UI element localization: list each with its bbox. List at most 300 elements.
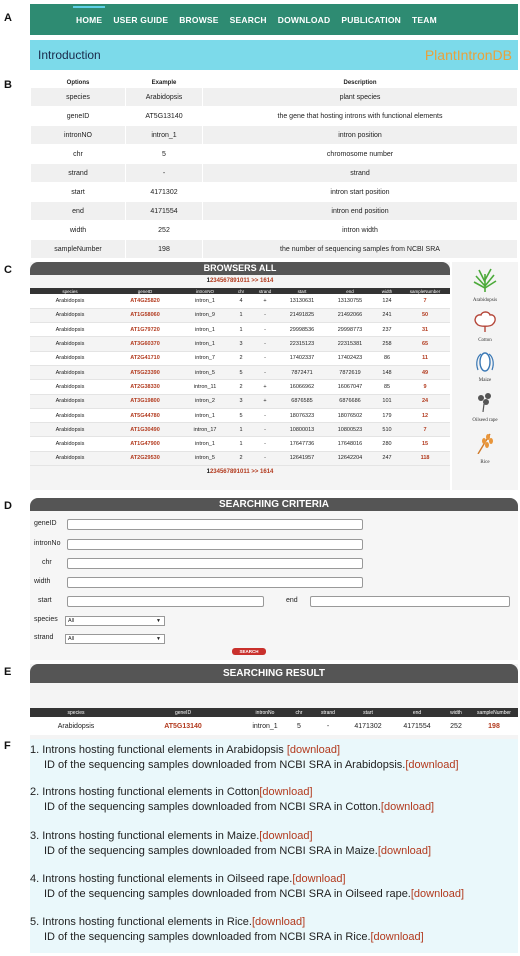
table-cell: - [252, 337, 278, 351]
table-cell: 7872471 [278, 365, 326, 379]
table-cell: - [252, 423, 278, 437]
table-cell: 18076502 [326, 408, 374, 422]
table-cell: intron start position [203, 183, 518, 202]
table-cell: 4 [230, 294, 252, 308]
sample-number: 24 [400, 394, 450, 408]
item-text: ID of the sequencing samples downloaded from NCBI SRA in Oilseed rape. [44, 888, 411, 900]
table-cell: the gene that hosting introns with functional elements [203, 107, 518, 126]
panel-label-a: A [4, 12, 12, 24]
table-cell: intron_5 [180, 451, 230, 465]
table-cell: Arabidopsis [30, 308, 110, 322]
download-link[interactable]: [download] [292, 873, 346, 885]
column-header: Options [31, 78, 126, 88]
table-cell: intron_1 [180, 337, 230, 351]
geneid-input[interactable] [67, 519, 363, 530]
column-header: intronNO [180, 288, 230, 294]
table-cell: 13130631 [278, 294, 326, 308]
top-navbar [30, 4, 518, 35]
table-cell: 29998536 [278, 323, 326, 337]
download-line-elements [30, 743, 459, 758]
table-cell: geneID [31, 107, 126, 126]
table-cell: the number of sequencing samples from NCBI SRA [203, 240, 518, 259]
table-cell: strand [203, 164, 518, 183]
download-line-samples [30, 887, 464, 902]
table-cell: + [252, 394, 278, 408]
table-cell: Arabidopsis [30, 451, 110, 465]
table-cell: - [252, 408, 278, 422]
table-cell: - [252, 308, 278, 322]
table-row [30, 437, 450, 451]
table-cell: 86 [374, 351, 400, 365]
column-header: chr [286, 708, 312, 717]
table-cell: intron width [203, 221, 518, 240]
table-cell: 85 [374, 380, 400, 394]
sample-number: 7 [400, 423, 450, 437]
table-cell: - [252, 351, 278, 365]
start-input[interactable] [67, 596, 264, 607]
gene-id-link[interactable]: AT5G44780 [110, 408, 180, 422]
sample-number: 15 [400, 437, 450, 451]
download-line-samples [30, 930, 424, 945]
criteria-row-intronno [30, 535, 518, 554]
strand-label: strand [34, 634, 54, 641]
table-cell: 237 [374, 323, 400, 337]
table-cell: start [31, 183, 126, 202]
item-text: ID of the sequencing samples downloaded from NCBI SRA in Rice. [44, 931, 371, 943]
cotton-icon [472, 310, 498, 332]
item-number: 4. [30, 873, 43, 885]
table-cell: AT5G13140 [126, 107, 203, 126]
table-row [30, 408, 450, 422]
table-cell: intron_9 [180, 308, 230, 322]
table-cell: sampleNumber [31, 240, 126, 259]
column-header: species [30, 288, 110, 294]
table-cell: 16066962 [278, 380, 326, 394]
table-cell: 198 [126, 240, 203, 259]
download-line-elements [30, 915, 424, 930]
table-cell: intron end position [203, 202, 518, 221]
table-row [30, 365, 450, 379]
table-row [31, 183, 518, 202]
chr-label: chr [42, 559, 52, 566]
table-cell: intron_2 [180, 394, 230, 408]
intronno-label: intronNo [34, 540, 61, 547]
table-cell: - [252, 365, 278, 379]
table-cell: - [252, 437, 278, 451]
table-cell: Arabidopsis [30, 294, 110, 308]
download-link[interactable]: [download] [377, 845, 432, 857]
geneid-label: geneID [34, 520, 57, 527]
criteria-row-strand [30, 629, 518, 648]
table-cell: plant species [203, 88, 518, 107]
pager-last[interactable]: 1614 [260, 278, 274, 284]
chevron-down-icon: ▼ [156, 618, 161, 624]
item-text: ID of the sequencing samples downloaded from NCBI SRA in Maize. [44, 845, 378, 857]
column-header: width [442, 708, 470, 717]
table-cell: species [31, 88, 126, 107]
download-item [30, 915, 424, 945]
download-line-elements [30, 785, 434, 800]
table-cell: 18076323 [278, 408, 326, 422]
sample-number: 50 [400, 308, 450, 322]
searching-result-panel [30, 664, 518, 740]
pager-current[interactable]: 1 [206, 469, 210, 476]
species-label: Maize [478, 378, 492, 383]
table-cell: + [252, 380, 278, 394]
sample-number: 31 [400, 323, 450, 337]
table-cell: Arabidopsis [30, 351, 110, 365]
pager-last[interactable]: 1614 [260, 469, 274, 476]
download-link[interactable]: [download] [380, 801, 435, 813]
panel-label-b: B [4, 79, 12, 91]
download-link[interactable]: [download] [259, 786, 313, 798]
table-cell: 148 [374, 365, 400, 379]
browsers-pager-bottom [30, 466, 450, 479]
gene-id-link[interactable]: AT3G60370 [110, 337, 180, 351]
item-text: ID of the sequencing samples downloaded from NCBI SRA in Arabidopsis. [44, 759, 406, 771]
download-link[interactable]: [download] [405, 759, 459, 771]
chevron-down-icon: ▼ [156, 636, 161, 642]
table-cell: 1 [230, 323, 252, 337]
browsers-panel [30, 262, 450, 490]
species-maize[interactable] [452, 350, 518, 383]
pager-pages[interactable]: 234567891011 [209, 469, 250, 476]
width-input[interactable] [67, 577, 363, 588]
table-cell: - [252, 323, 278, 337]
sample-number: 118 [400, 451, 450, 465]
column-header: start [278, 288, 326, 294]
pager-current[interactable]: 1 [206, 278, 210, 284]
table-cell: 4171302 [344, 717, 392, 735]
table-row [31, 202, 518, 221]
nav-user-guide[interactable]: USER GUIDE [113, 14, 169, 25]
table-cell: intron_1 [126, 126, 203, 145]
column-header: intronNo [244, 708, 286, 717]
table-cell: intron_1 [244, 717, 286, 735]
search-button[interactable]: SEARCH [232, 648, 266, 655]
table-cell: Arabidopsis [126, 88, 203, 107]
gene-id-link[interactable]: AT1G79720 [110, 323, 180, 337]
download-line-samples [30, 758, 459, 773]
download-item [30, 785, 434, 815]
criteria-form [30, 511, 518, 660]
column-header: end [392, 708, 442, 717]
rice-icon [472, 430, 498, 454]
browsers-pager-top [30, 275, 450, 288]
panel-label-e: E [4, 666, 12, 678]
table-row [30, 451, 450, 465]
end-input[interactable] [310, 596, 510, 607]
start-label: start [38, 597, 52, 604]
criteria-row-start-end [30, 592, 518, 611]
browse-table [30, 288, 450, 466]
column-header: Example [126, 78, 203, 88]
species-label: Cotton [478, 338, 492, 343]
result-table [30, 708, 518, 735]
download-link[interactable]: [download] [286, 744, 341, 756]
download-item [30, 743, 459, 773]
gene-id-link[interactable]: AT4G25820 [110, 294, 180, 308]
species-cotton[interactable] [452, 310, 518, 343]
table-cell: - [252, 451, 278, 465]
table-row [30, 294, 450, 308]
column-header: end [326, 288, 374, 294]
species-select-value: All [68, 618, 75, 624]
table-cell: 124 [374, 294, 400, 308]
table-row [31, 107, 518, 126]
searching-criteria-panel [30, 498, 518, 660]
table-cell: 1 [230, 308, 252, 322]
site-brand[interactable]: PlantIntronDB [424, 47, 512, 63]
intro-title: Introduction [38, 48, 101, 62]
gene-id-link[interactable]: AT1G30490 [110, 423, 180, 437]
gene-id-link[interactable]: AT2G38330 [110, 380, 180, 394]
table-cell: Arabidopsis [30, 365, 110, 379]
sample-number: 49 [400, 365, 450, 379]
species-oilseed-rape[interactable] [452, 390, 518, 423]
table-row [30, 423, 450, 437]
table-cell: 6876686 [326, 394, 374, 408]
column-header: species [30, 708, 122, 717]
nav-search[interactable]: SEARCH [229, 14, 267, 25]
table-row [31, 145, 518, 164]
table-cell: 101 [374, 394, 400, 408]
table-cell: 247 [374, 451, 400, 465]
download-link[interactable]: [download] [251, 916, 306, 928]
column-header: geneID [110, 288, 180, 294]
criteria-row-species [30, 611, 518, 630]
criteria-row-width [30, 573, 518, 592]
table-cell: - [312, 717, 344, 735]
downloads-panel [30, 739, 518, 953]
table-cell: intron_5 [180, 365, 230, 379]
table-cell: Arabidopsis [30, 423, 110, 437]
table-row [30, 380, 450, 394]
table-row [31, 164, 518, 183]
item-number: 3. [30, 830, 43, 842]
download-link[interactable]: [download] [410, 888, 465, 900]
column-header: width [374, 288, 400, 294]
table-cell: 12642204 [326, 451, 374, 465]
end-label: end [286, 597, 298, 604]
table-cell: intron_7 [180, 351, 230, 365]
strand-select[interactable] [65, 634, 165, 644]
table-row [31, 88, 518, 107]
item-number: 1. [30, 744, 43, 756]
table-cell: intron position [203, 126, 518, 145]
options-table [30, 77, 518, 259]
pager-next[interactable]: >> [251, 469, 259, 476]
table-cell: 1 [230, 423, 252, 437]
nav-download[interactable]: DOWNLOAD [277, 14, 331, 25]
nav-team[interactable]: TEAM [412, 14, 437, 25]
download-item [30, 872, 464, 902]
chr-input[interactable] [67, 558, 363, 569]
column-header: strand [312, 708, 344, 717]
sample-number: 7 [400, 294, 450, 308]
table-cell: chr [31, 145, 126, 164]
table-cell: 7872619 [326, 365, 374, 379]
item-text: Introns hosting functional elements in Arabidopsis [42, 744, 287, 756]
nav-browse[interactable]: BROWSE [179, 14, 219, 25]
table-row [30, 394, 450, 408]
table-cell: Arabidopsis [30, 408, 110, 422]
arabidopsis-icon [471, 268, 499, 292]
table-cell: 17647736 [278, 437, 326, 451]
nav-publication[interactable]: PUBLICATION [341, 14, 402, 25]
gene-id-link[interactable]: AT2G41710 [110, 351, 180, 365]
table-cell: 16067047 [326, 380, 374, 394]
gene-id-link[interactable]: AT1G58060 [110, 308, 180, 322]
pager-pages[interactable]: 234567891011 [209, 278, 250, 284]
table-cell: Arabidopsis [30, 337, 110, 351]
table-cell: end [31, 202, 126, 221]
table-cell: 179 [374, 408, 400, 422]
table-cell: Arabidopsis [30, 380, 110, 394]
download-line-elements [30, 872, 464, 887]
table-cell: 5 [230, 365, 252, 379]
table-cell: + [252, 294, 278, 308]
table-cell: 17402337 [278, 351, 326, 365]
table-cell: 17648016 [326, 437, 374, 451]
pager-next[interactable]: >> [251, 278, 259, 284]
panel-label-d: D [4, 500, 12, 512]
species-label: Arabidopsis [472, 298, 498, 303]
species-select[interactable] [65, 616, 165, 626]
column-header: sampleNumber [470, 708, 518, 717]
gene-id-link[interactable]: AT1G47900 [110, 437, 180, 451]
table-cell: - [126, 164, 203, 183]
sample-number: 11 [400, 351, 450, 365]
sample-number: 9 [400, 380, 450, 394]
sample-number: 65 [400, 337, 450, 351]
maize-icon [472, 350, 498, 372]
table-row [30, 308, 450, 322]
species-arabidopsis[interactable] [452, 268, 518, 303]
table-cell: 21491825 [278, 308, 326, 322]
table-cell: 10800523 [326, 423, 374, 437]
table-cell: 241 [374, 308, 400, 322]
item-number: 5. [30, 916, 43, 928]
table-cell: 2 [230, 451, 252, 465]
item-text: ID of the sequencing samples downloaded from NCBI SRA in Cotton. [44, 801, 381, 813]
table-cell: 2 [230, 380, 252, 394]
item-text: Introns hosting functional elements in Maize. [42, 830, 260, 842]
table-cell: Arabidopsis [30, 437, 110, 451]
table-cell: 2 [230, 351, 252, 365]
table-cell: Arabidopsis [30, 394, 110, 408]
browsers-title: BROWSERS ALL [30, 262, 450, 275]
species-label: species [34, 616, 58, 623]
criteria-title: SEARCHING CRITERIA [30, 498, 518, 511]
gene-id-link[interactable]: AT5G13140 [122, 717, 244, 735]
table-cell: 4171554 [126, 202, 203, 221]
table-cell: intron_17 [180, 423, 230, 437]
table-cell: 13130755 [326, 294, 374, 308]
result-title: SEARCHING RESULT [30, 664, 518, 683]
oilseed-rape-icon [472, 390, 498, 412]
table-cell: width [31, 221, 126, 240]
table-cell: chromosome number [203, 145, 518, 164]
table-cell: 5 [230, 408, 252, 422]
item-text: Introns hosting functional elements in Oilseed rape. [42, 873, 293, 885]
intro-bar [30, 40, 518, 70]
table-cell: 1 [230, 437, 252, 451]
column-header: chr [230, 288, 252, 294]
table-cell: intron_1 [180, 408, 230, 422]
table-cell: 6876585 [278, 394, 326, 408]
gene-id-link[interactable]: AT3G19800 [110, 394, 180, 408]
column-header: start [344, 708, 392, 717]
download-line-samples [30, 800, 434, 815]
download-link[interactable]: [download] [259, 830, 313, 842]
table-cell: 280 [374, 437, 400, 451]
table-cell: 29998773 [326, 323, 374, 337]
table-cell: 5 [286, 717, 312, 735]
table-cell: 21492066 [326, 308, 374, 322]
table-row [30, 337, 450, 351]
sample-number: 198 [470, 717, 518, 735]
criteria-row-chr [30, 554, 518, 573]
column-header: Description [203, 78, 518, 88]
panel-label-c: C [4, 264, 12, 276]
download-line-samples [30, 844, 431, 859]
width-label: width [34, 578, 51, 585]
item-number: 2. [30, 786, 43, 798]
table-cell: 22315123 [278, 337, 326, 351]
download-line-elements [30, 829, 431, 844]
table-cell: 252 [126, 221, 203, 240]
table-cell: 5 [126, 145, 203, 164]
table-cell: 17402423 [326, 351, 374, 365]
table-cell: 10800013 [278, 423, 326, 437]
intronno-input[interactable] [67, 539, 363, 550]
table-row [30, 351, 450, 365]
species-rice[interactable] [452, 430, 518, 465]
table-cell: 258 [374, 337, 400, 351]
table-cell: 4171554 [392, 717, 442, 735]
table-cell: 252 [442, 717, 470, 735]
table-row [30, 323, 450, 337]
table-row [31, 126, 518, 145]
column-header: geneID [122, 708, 244, 717]
table-row [31, 240, 518, 259]
item-text: Introns hosting functional elements in Rice. [42, 916, 252, 928]
column-header: sampleNumber [400, 288, 450, 294]
download-link[interactable]: [download] [370, 931, 424, 943]
table-cell: 4171302 [126, 183, 203, 202]
table-cell: Arabidopsis [30, 717, 122, 735]
criteria-row-geneid [30, 515, 518, 534]
table-cell: intron_1 [180, 294, 230, 308]
table-cell: 3 [230, 394, 252, 408]
gene-id-link[interactable]: AT5G23390 [110, 365, 180, 379]
sample-number: 12 [400, 408, 450, 422]
gene-id-link[interactable]: AT2G29530 [110, 451, 180, 465]
nav-home[interactable]: HOME [76, 14, 103, 25]
table-cell: Arabidopsis [30, 323, 110, 337]
table-cell: strand [31, 164, 126, 183]
table-cell: intron_1 [180, 437, 230, 451]
panel-label-f: F [4, 740, 11, 752]
table-cell: 22315381 [326, 337, 374, 351]
table-row [31, 221, 518, 240]
species-label: Rice [480, 460, 490, 465]
table-cell: 3 [230, 337, 252, 351]
table-cell: 510 [374, 423, 400, 437]
species-panel [452, 262, 518, 490]
download-item [30, 829, 431, 859]
